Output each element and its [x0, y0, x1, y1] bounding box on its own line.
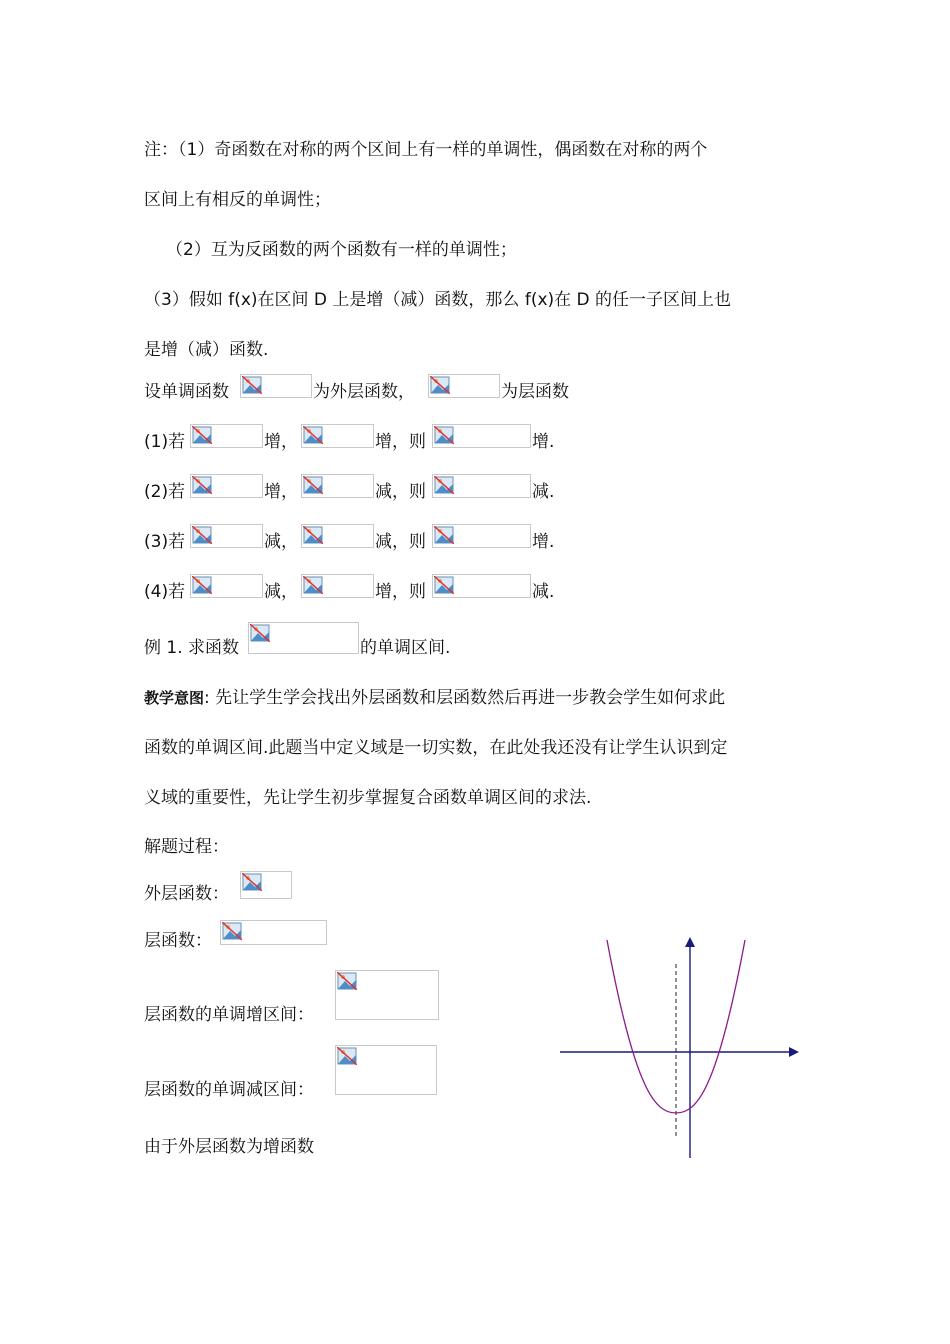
formula-image	[301, 574, 374, 598]
rule-part-a: 增，	[264, 432, 298, 452]
parabola-graph	[555, 930, 805, 1162]
rule-number: (3)若	[144, 532, 186, 552]
intent-line-2: 函数的单调区间.此题当中定义域是一切实数，在此处我还没有让学生认识到定	[144, 738, 728, 758]
formula-image	[190, 424, 263, 448]
intent-line-3: 义域的重要性，先让学生初步掌握复合函数单调区间的求法.	[144, 788, 592, 808]
broken-image-icon	[192, 426, 212, 444]
composite-intro-b: 为外层函数，	[313, 382, 415, 402]
rule-part-c: 减.	[532, 582, 555, 602]
broken-image-icon	[303, 426, 323, 444]
x-axis-arrow-icon	[789, 1047, 799, 1057]
broken-image-icon	[337, 1047, 357, 1065]
broken-image-icon	[303, 526, 323, 544]
since-outer-increasing: 由于外层函数为增函数	[144, 1137, 314, 1157]
rule-part-c: 增.	[532, 532, 555, 552]
formula-image	[248, 622, 359, 654]
broken-image-icon	[242, 376, 262, 394]
broken-image-icon	[192, 526, 212, 544]
note-line-3: （2）互为反函数的两个函数有一样的单调性；	[166, 240, 517, 260]
rule-part-a: 减，	[264, 582, 298, 602]
rule-number: (2)若	[144, 482, 186, 502]
formula-image	[432, 524, 531, 548]
formula-image	[190, 574, 263, 598]
formula-image	[301, 524, 374, 548]
broken-image-icon	[250, 624, 270, 642]
broken-image-icon	[192, 476, 212, 494]
formula-image	[220, 920, 327, 945]
formula-image	[428, 374, 500, 398]
formula-image	[432, 424, 531, 448]
rule-part-b: 减，则	[375, 482, 426, 502]
broken-image-icon	[242, 873, 262, 891]
rule-part-b: 增，则	[375, 582, 426, 602]
rule-part-c: 增.	[532, 432, 555, 452]
rule-part-a: 减，	[264, 532, 298, 552]
note-line-5: 是增（减）函数.	[144, 340, 269, 360]
intent-line-1	[144, 686, 725, 710]
inner-function-label: 层函数：	[144, 931, 212, 951]
formula-image	[190, 524, 263, 548]
broken-image-icon	[303, 476, 323, 494]
y-axis-arrow-icon	[685, 937, 695, 947]
intent-label: 教学意图	[144, 689, 205, 707]
note-line-1: 注：（1）奇函数在对称的两个区间上有一样的单调性，偶函数在对称的两个	[144, 140, 708, 160]
note-line-2: 区间上有相反的单调性；	[144, 190, 331, 210]
rule-part-c: 减.	[532, 482, 555, 502]
formula-image	[301, 424, 374, 448]
broken-image-icon	[337, 972, 357, 990]
formula-image	[240, 374, 312, 398]
decreasing-interval-label: 层函数的单调减区间：	[144, 1080, 314, 1100]
example-suffix: 的单调区间.	[360, 638, 451, 658]
broken-image-icon	[434, 476, 454, 494]
composite-intro-a: 设单调函数	[144, 382, 229, 402]
formula-image	[432, 574, 531, 598]
outer-function-label: 外层函数：	[144, 884, 229, 904]
formula-image	[240, 871, 292, 899]
broken-image-icon	[434, 526, 454, 544]
broken-image-icon	[434, 576, 454, 594]
composite-intro-c: 为层函数	[501, 382, 569, 402]
rule-part-b: 增，则	[375, 432, 426, 452]
formula-image	[301, 474, 374, 498]
formula-image	[432, 474, 531, 498]
rule-number: (4)若	[144, 582, 186, 602]
broken-image-icon	[430, 376, 450, 394]
rule-number: (1)若	[144, 432, 186, 452]
broken-image-icon	[192, 576, 212, 594]
example-prefix: 例 1. 求函数	[144, 638, 240, 658]
intent-text-1: : 先让学生学会找出外层函数和层函数然后再进一步教会学生如何求此	[204, 688, 726, 708]
broken-image-icon	[222, 922, 242, 940]
process-label: 解题过程：	[144, 837, 229, 857]
rule-part-a: 增，	[264, 482, 298, 502]
rule-part-b: 减，则	[375, 532, 426, 552]
formula-image	[190, 474, 263, 498]
note-line-4: （3）假如 f(x)在区间 D 上是增（减）函数，那么 f(x)在 D 的任一子区间上也	[144, 290, 732, 310]
broken-image-icon	[303, 576, 323, 594]
increasing-interval-label: 层函数的单调增区间：	[144, 1005, 314, 1025]
formula-image	[335, 970, 439, 1020]
broken-image-icon	[434, 426, 454, 444]
formula-image	[335, 1045, 437, 1095]
